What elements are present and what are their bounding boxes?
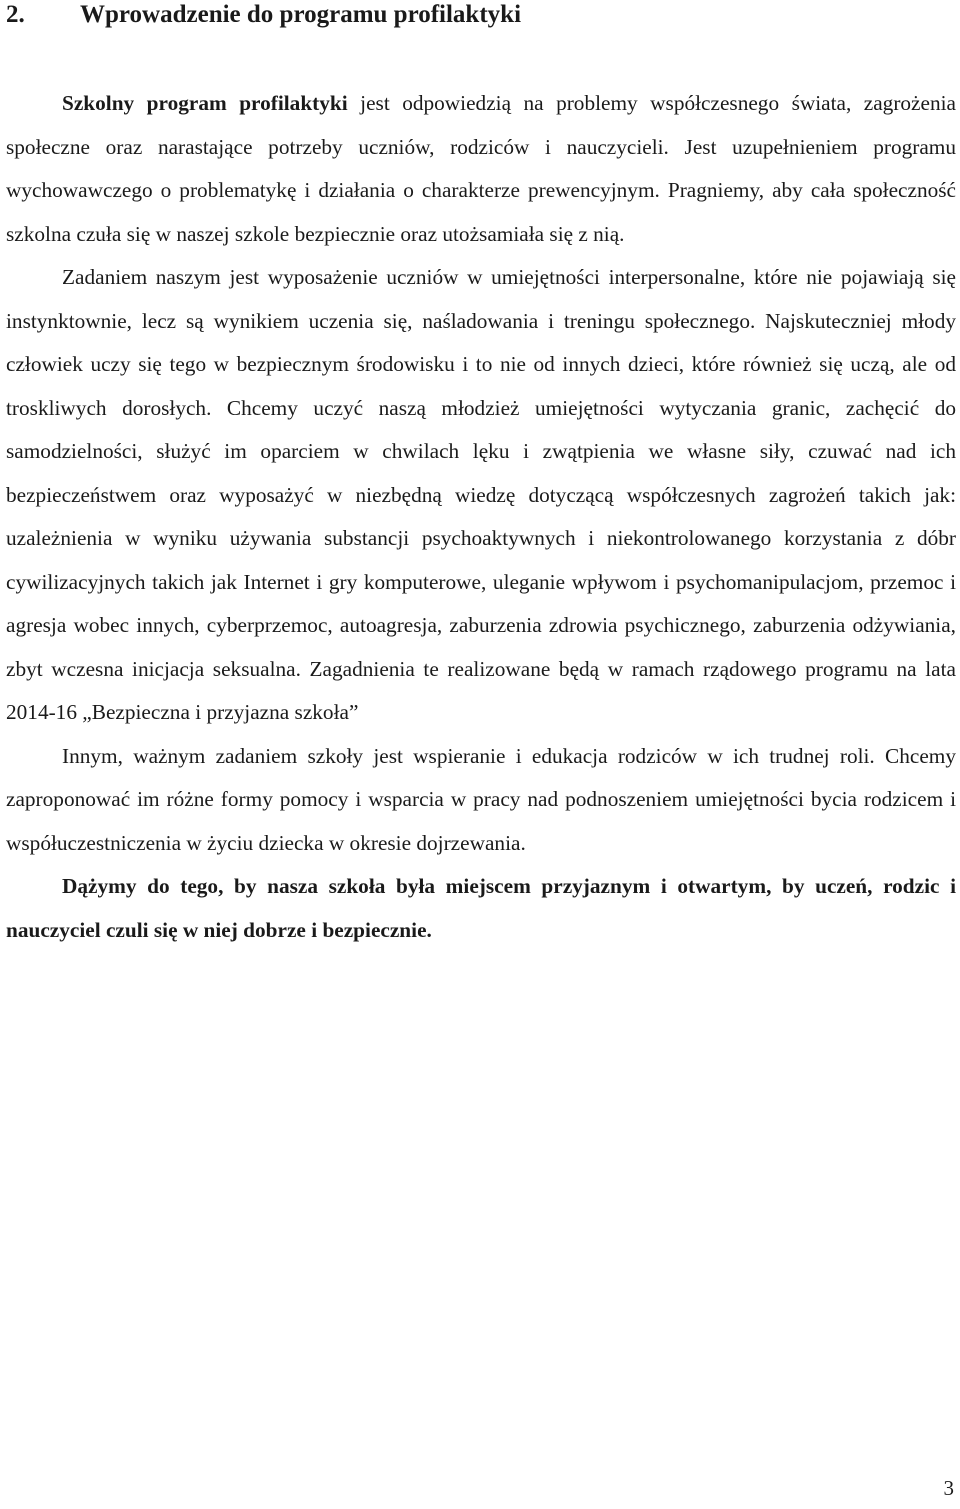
paragraph-intro xyxy=(6,82,956,256)
paragraph-parents: Innym, ważnym zadaniem szkoły jest wspieranie i edukacja rodziców w ich trudnej roli. Chcemy zaproponować im różne formy pomocy i wsparcia w pracy nad podnoszeniem umiejętności bycia rodzicem i współuczestniczenia w życiu dziecka w okresie dojrzewania. xyxy=(6,743,956,855)
section-number: 2. xyxy=(6,1,25,28)
paragraph-goal: Dążymy do tego, by nasza szkoła była miejscem przyjaznym i otwartym, by uczeń, rodzic i nauczyciel czuli się w niej dobrze i bezpiecznie. xyxy=(6,874,956,942)
section-heading xyxy=(6,0,521,30)
section-title: Wprowadzenie do programu profilaktyki xyxy=(80,1,522,28)
document-body xyxy=(6,82,956,952)
program-name: Szkolny program profilaktyki xyxy=(62,91,348,115)
paragraph-tasks: Zadaniem naszym jest wyposażenie uczniów w umiejętności interpersonalne, które nie pojawiają się instynktownie, lecz są wynikiem uczenia się, naśladowania i treningu społecznego. Najskuteczniej młody człowiek uczy się tego w bezpiecznym środowisku i to nie od innych dzieci, które również się uczą, ale od troskliwych dorosłych. Chcemy uczyć naszą młodzież umiejętności wytyczania granic, zachęcić do samodzielności, służyć im oparciem w chwilach lęku i zwątpienia we własne siły, czuwać nad ich bezpieczeństwem oraz wyposażyć w niezbędną wiedzę dotyczącą współczesnych zagrożeń takich jak: uzależnienia w wyniku używania substancji psychoaktywnych i niekontrolowanego korzystania z dóbr cywilizacyjnych takich jak Internet i gry komputerowe, uleganie wpływom i psychomanipulacjom, przemoc i agresja wobec innych, cyberprzemoc, autoagresja, zaburzenia zdrowia psychicznego, zaburzenia odżywiania, zbyt wczesna inicjacja seksualna. Zagadnienia te realizowane będą w ramach rządowego programu na lata 2014-16 „Bezpieczna i przyjazna szkoła” xyxy=(6,265,956,724)
paragraph-intro-text: jest odpowiedzią na problemy współczesnego świata, zagrożenia społeczne oraz narastające potrzeby uczniów, rodziców i nauczycieli. Jest uzupełnieniem programu wychowawczego o problematykę i działania o charakterze prewencyjnym. Pragniemy, aby cała społeczność szkolna czuła się w naszej szkole bezpiecznie oraz utożsamiała się z nią. xyxy=(6,91,956,246)
page-number: 3 xyxy=(943,1476,954,1500)
